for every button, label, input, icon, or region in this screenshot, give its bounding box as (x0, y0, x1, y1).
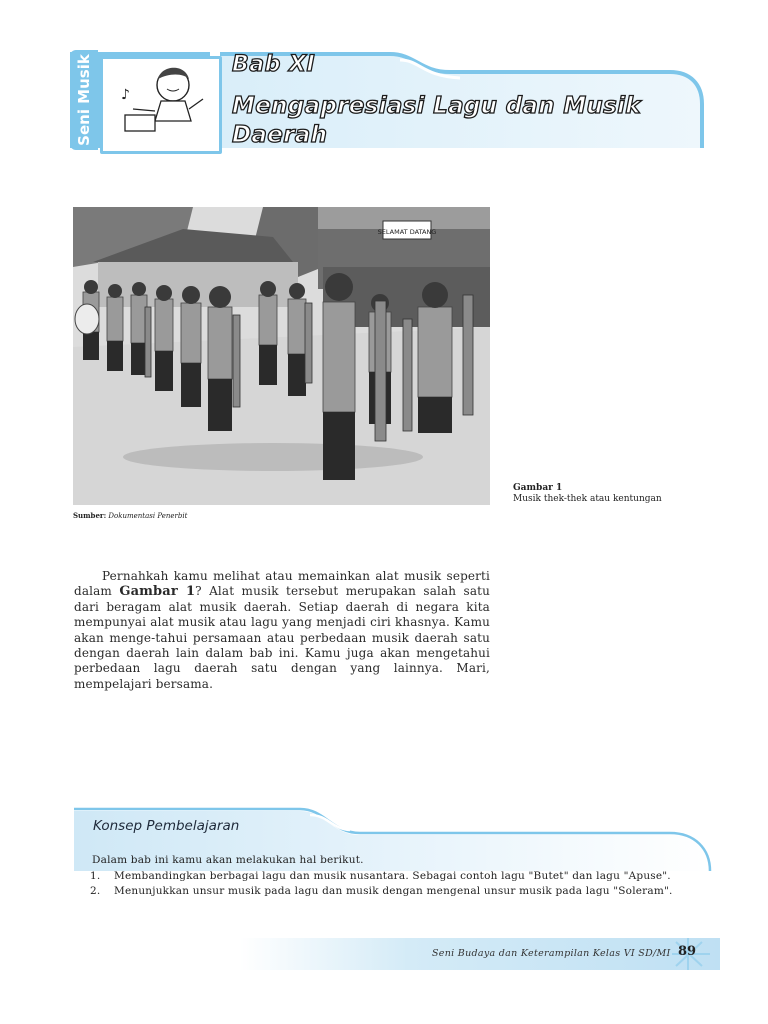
svg-text:♪: ♪ (121, 87, 130, 103)
chapter-number: Bab XI (232, 52, 316, 77)
side-tab-label-wrap (70, 50, 98, 150)
welcome-banner: SELAMAT DATANG (377, 228, 437, 236)
header-illustration (100, 56, 222, 154)
list-item-number: 1. (90, 870, 101, 882)
page-number: 89 (678, 944, 697, 959)
chapter-photo (73, 207, 490, 505)
intro-paragraph (74, 569, 490, 692)
intro-text-end: ? Alat musik tersebut merupakan salah satu dari beragam alat musik daerah. Setiap daerah di negara kita mempunyai alat musik atau lagu yang menjadi ciri khasnya. Kamu akan menge-tahui persamaan atau perbedaan musik daerah satu dengan daerah lain dalam bab ini. Kamu juga akan mengetahui perbedaan lagu daerah satu dengan yang lainnya. Mari, mempelajari bersama. (74, 584, 491, 691)
source-label: Sumber: (73, 511, 107, 520)
intro-text-start: Pernahkah kamu melihat atau memainkan alat musik seperti dalam (74, 569, 490, 599)
chapter-title: Mengapresiasi Lagu dan Musik Daerah (232, 93, 641, 148)
list-item (90, 869, 673, 884)
footer-book-title: Seni Budaya dan Keterampilan Kelas VI SD/MI (432, 948, 671, 959)
konsep-title: Konsep Pembelajaran (93, 818, 240, 834)
figure-caption-text: Musik thek-thek atau kentungan (513, 494, 662, 504)
konsep-intro: Dalam bab ini kamu akan melakukan hal berikut. (92, 854, 364, 866)
list-item (90, 884, 673, 899)
figure-source (73, 511, 187, 520)
side-tab-label: Seni Musik (75, 54, 94, 146)
figure-caption-title: Gambar 1 (513, 483, 563, 493)
intro-figure-reference: Gambar 1 (119, 584, 196, 600)
list-item-text: Membandingkan berbagai lagu dan musik nusantara. Sebagai contoh lagu "Butet" dan lagu "Apuse". (114, 870, 671, 882)
list-item-number: 2. (90, 885, 101, 897)
boy-playing-drum-illustration (103, 59, 219, 151)
source-value: Dokumentasi Penerbit (108, 512, 188, 520)
list-item-text: Menunjukkan unsur musik pada lagu dan musik dengan mengenal unsur musik pada lagu "Soleram". (114, 885, 673, 897)
konsep-list (90, 869, 673, 899)
